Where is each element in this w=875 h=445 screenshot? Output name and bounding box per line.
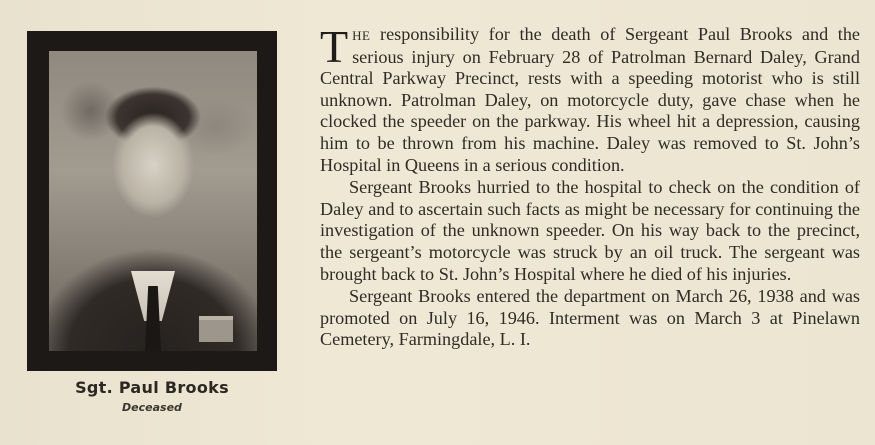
caption-status: Deceased — [122, 401, 182, 414]
article-paragraph-2: Sergeant Brooks hurried to the hospital to check on the condition of Daley and to ascertain such facts as might be necessary for continuing the investigation of the unknown speeder. On his way back to the precinct, the sergeant’s motorcycle was struck by an oil truck. The sergeant was brought back to St. John’s Hospital where he died of his injuries. — [320, 177, 860, 284]
article-body — [320, 21, 860, 351]
article-paragraph-3: Sergeant Brooks entered the department on March 26, 1938 and was promoted on July 16, 1946. Interment was on March 3 at Pinelawn Cemetery, Farmingdale, L. I. — [320, 286, 860, 350]
lead-smallcaps: HE — [352, 28, 371, 43]
article-paragraph-1 — [320, 21, 860, 176]
photo-badge — [199, 316, 233, 342]
portrait-photo — [49, 51, 257, 351]
caption-name: Sgt. Paul Brooks — [75, 378, 229, 397]
drop-cap: T — [320, 21, 349, 72]
paragraph-1-text: responsibility for the death of Sergeant Paul Brooks and the serious injury on February 28 of Patrolman Bernard Daley, Grand Central Parkway Precinct, rests with a speeding motorist who is still unknown. Patrolman Daley, on motorcycle duty, gave chase when he clocked the speeder on the parkway. His wheel hit a depression, causing him to be thrown from his machine. Daley was removed to St. John’s Hospital in Queens in a serious condition. — [320, 24, 860, 175]
portrait-photo-frame — [27, 31, 277, 371]
